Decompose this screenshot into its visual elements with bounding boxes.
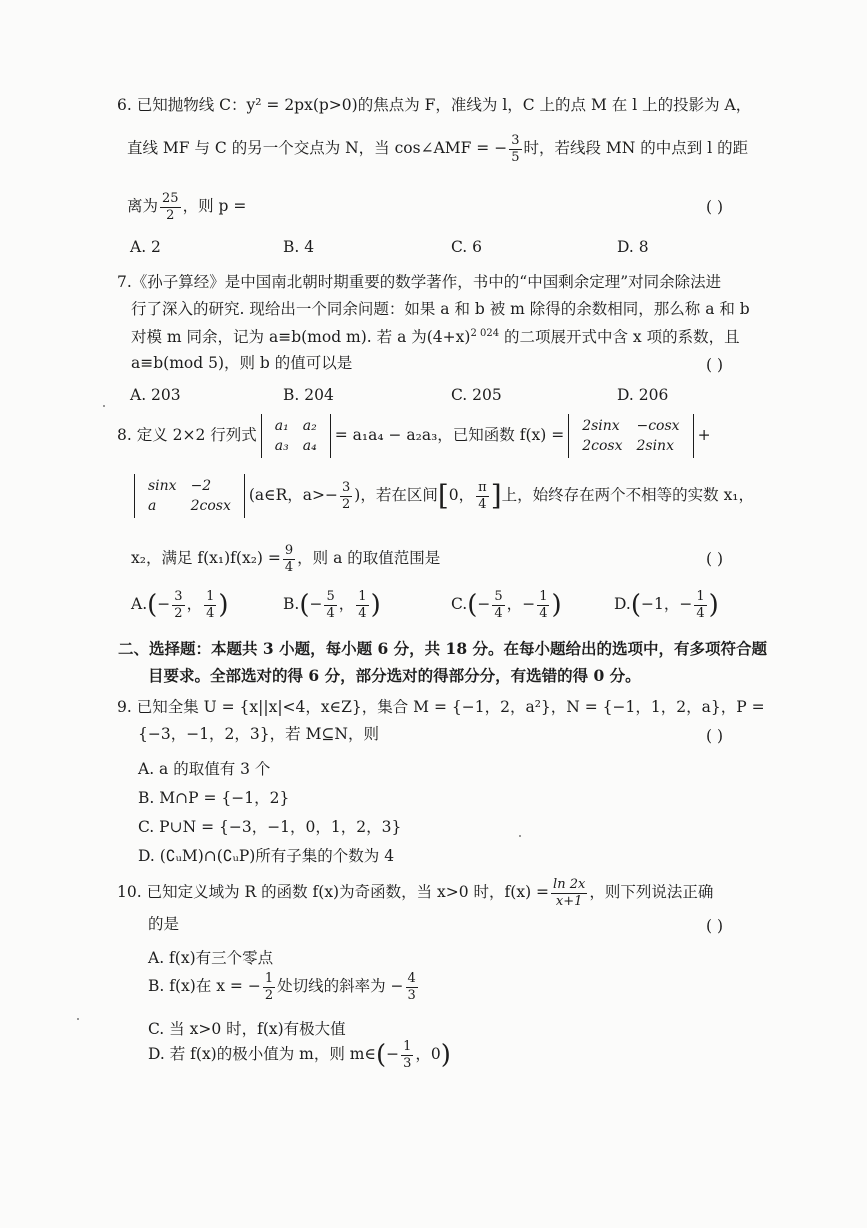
option-b: B. M∩P = {−1，2} (138, 789, 290, 807)
q7-line3: 对模 m 同余，记为 a≡b(mod m). 若 a 为$(4+x)^{2 024}$ 的二项展开式中含 x 项的系数，且 (131, 328, 740, 347)
q10-line2: 的是 (148, 915, 180, 933)
option-a: A. 2 (130, 238, 161, 256)
option-c: C.(− $\frac{5}{4}$ ，− $\frac{1}{4}$ ) (451, 589, 562, 621)
scan-speck (103, 405, 105, 407)
scan-speck (519, 835, 521, 837)
fraction: $\frac{3}{5}$ (511, 133, 520, 165)
option-a: A. a 的取值有 3 个 (138, 760, 271, 778)
option-c: C. 6 (451, 238, 483, 256)
q6-line1: 6. 已知抛物线 C：y² = 2px(p>0)的焦点为 F，准线为 l，C 上的点 M 在 l 上的投影为 A， (117, 96, 752, 114)
section2-heading-line2: 目要求。全部选对的得 6 分，部分选对的得部分分，有选错的得 0 分。 (148, 666, 641, 685)
q9-line1: 9. 已知全集 U = {x||x|<4，x∈Z}，集合 M = {−1，2，a²}，N = {−1，1，2，a}，P = (117, 698, 765, 716)
fraction: $\frac{\pi}{4}$ (478, 479, 487, 512)
option-a: A. f(x)有三个零点 (148, 949, 274, 967)
fraction: $\frac{\ln 2x}{x+1}$ (553, 877, 586, 909)
option-d: D.(−1，− $\frac{1}{4}$ ) (614, 589, 719, 621)
section2-heading-line1: 二、选择题：本题共 3 小题，每小题 6 分，共 18 分。在每小题给出的选项中，有多项符合题 (118, 639, 768, 658)
q9-line2: {−3，−1，2，3}，若 M⊆N，则 (138, 725, 379, 743)
option-d: D. 8 (617, 238, 649, 256)
option-b: B.(− $\frac{5}{4}$ ， $\frac{1}{4}$ ) (283, 589, 381, 621)
fraction: $\frac{25}{2}$ (162, 191, 179, 223)
scan-speck (77, 1018, 79, 1020)
q7-line4: a≡b(mod 5)，则 b 的值可以是 (131, 354, 353, 372)
option-c: C. 当 x>0 时，f(x)有极大值 (148, 1020, 346, 1038)
determinant: 2sinx −cosx 2cosx 2sinx (568, 414, 693, 458)
q6-line3: 离为 $\frac{25}{2}$ ，则 p = (127, 191, 247, 223)
option-d: D. (∁ᵤM)∩(∁ᵤP)所有子集的个数为 4 (138, 847, 395, 865)
option-d: D. 206 (617, 386, 669, 404)
answer-bracket: ( ) (706, 727, 724, 745)
q10-line1: 10. 已知定义域为 R 的函数 f(x)为奇函数，当 x>0 时，f(x) = $\frac{\ln 2x}{x+1}$ ，则下列说法正确 (117, 877, 714, 909)
option-c: C. 205 (451, 386, 502, 404)
answer-bracket: ( ) (706, 917, 724, 935)
option-b: B. 204 (283, 386, 334, 404)
q7-line1: 7.《孙子算经》是中国南北朝时期重要的数学著作，书中的“中国剩余定理”对同余除法进 (117, 273, 722, 291)
q8-line3: x₂，满足 f(x₁)f(x₂) = $\frac{9}{4}$ ，则 a 的取值范围是 (131, 543, 441, 575)
option-c: C. P∪N = {−3，−1，0，1，2，3} (138, 818, 402, 836)
answer-bracket: ( ) (706, 356, 724, 374)
q7-line2: 行了深入的研究. 现给出一个同余问题：如果 a 和 b 被 m 除得的余数相同，那么称 a 和 b (131, 300, 750, 318)
option-a: A. 203 (130, 386, 181, 404)
fraction: $\frac{3}{2}$ (342, 479, 351, 512)
q6-line2: 直线 MF 与 C 的另一个交点为 N，当 cos∠AMF = − $\frac{3}{5}$ 时，若线段 MN 的中点到 l 的距 (127, 133, 749, 165)
determinant: a₁ a₂ a₃ a₄ (261, 414, 331, 458)
answer-bracket: ( ) (706, 550, 724, 568)
fraction: $\frac{9}{4}$ (284, 543, 294, 575)
q8-line1: 8. 定义 2×2 行列式 a₁ a₂ a₃ a₄ = a₁a₄ − a₂a₃，已知函数 f(x) = 2sinx −cosx 2cosx 2sinx + (117, 414, 711, 458)
option-a: A.(− $\frac{3}{2}$ ， $\frac{1}{4}$ ) (131, 589, 229, 621)
answer-bracket: ( ) (706, 198, 724, 216)
option-d: D. 若 f(x)的极小值为 m，则 m∈(− $\frac{1}{3}$ ，0) (148, 1039, 451, 1071)
option-b: B. 4 (283, 238, 315, 256)
option-b: B. f(x)在 x = − $\frac{1}{2}$ 处切线的斜率为 − $\frac{4}{3}$ (148, 971, 416, 1003)
determinant: sinx −2 a 2cosx (134, 474, 245, 518)
q8-line2: sinx −2 a 2cosx (a∈R，a>− $\frac{3}{2}$ )，若在区间[0， $\frac{\pi}{4}$ ]上，始终存在两个不相等的实数 x₁， (134, 474, 754, 518)
